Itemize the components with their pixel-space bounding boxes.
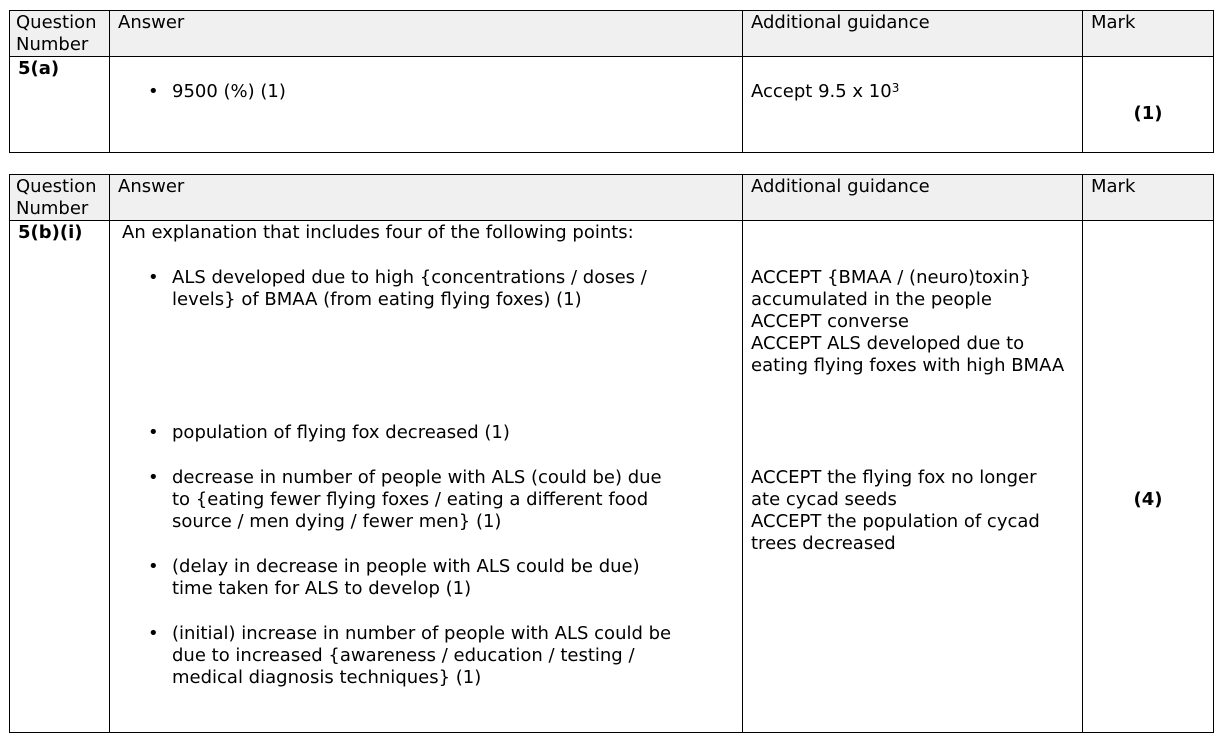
- header-guidance: Additional guidance: [751, 176, 930, 197]
- answer-intro: An explanation that includes four of the following points:: [122, 222, 634, 243]
- mark-5bi: (4): [1133, 489, 1163, 510]
- header-answer: Answer: [118, 176, 185, 197]
- answer-point-line: time taken for ALS to develop (1): [172, 578, 472, 599]
- answer-point-line: to {eating fewer flying foxes / eating a different food: [172, 489, 649, 510]
- header-question-number: Question Number: [16, 12, 97, 55]
- header-mark: Mark: [1091, 176, 1136, 197]
- answer-text-5a: 9500 (%) (1): [172, 81, 286, 102]
- question-number-5bi: 5(b)(i): [18, 222, 83, 243]
- header-guidance: Additional guidance: [751, 12, 930, 33]
- guidance-block-2: ACCEPT the flying fox no longer ate cycad seeds ACCEPT the population of cycad trees decreased: [751, 467, 1040, 554]
- bullet-icon: •: [148, 422, 159, 443]
- answer-point-line: decrease in number of people with ALS (could be) due: [172, 467, 662, 488]
- header-question-number: Question Number: [16, 176, 97, 219]
- question-number-5a: 5(a): [18, 58, 60, 79]
- answer-point-line: due to increased {awareness / education / testing /: [172, 645, 635, 666]
- guidance-block-1: ACCEPT {BMAA / (neuro)toxin} accumulated in the people ACCEPT converse ACCEPT ALS developed due to eating flying foxes with high BMAA: [751, 267, 1065, 376]
- answer-point-line: ALS developed due to high {concentrations / doses /: [172, 267, 647, 288]
- answer-point-line: (delay in decrease in people with ALS could be due): [172, 556, 640, 577]
- mark-scheme-table-5bi: [9, 174, 1214, 733]
- mark-5a: (1): [1133, 103, 1163, 124]
- header-row: [10, 175, 1214, 221]
- answer-row-5bi: [10, 221, 1214, 733]
- answer-point-line: levels} of BMAA (from eating flying foxes) (1): [172, 289, 582, 310]
- bullet-icon: •: [148, 267, 159, 288]
- answer-point-line: population of flying fox decreased (1): [172, 422, 510, 443]
- bullet-icon: •: [148, 467, 159, 488]
- answer-point-line: (initial) increase in number of people with ALS could be: [172, 623, 672, 644]
- header-row: [10, 11, 1214, 57]
- answer-point-line: medical diagnosis techniques} (1): [172, 667, 482, 688]
- mark-scheme-table-5a: [9, 10, 1214, 153]
- header-mark: Mark: [1091, 12, 1136, 33]
- guidance-5a: Accept 9.5 x $10^3$: [751, 81, 900, 102]
- exponent: 3: [891, 81, 900, 95]
- header-answer: Answer: [118, 12, 185, 33]
- answer-point-line: source / men dying / fewer men} (1): [172, 511, 502, 532]
- answer-row-5a: [10, 57, 1214, 153]
- bullet-icon: •: [148, 623, 159, 644]
- bullet-icon: •: [148, 81, 159, 102]
- bullet-icon: •: [148, 556, 159, 577]
